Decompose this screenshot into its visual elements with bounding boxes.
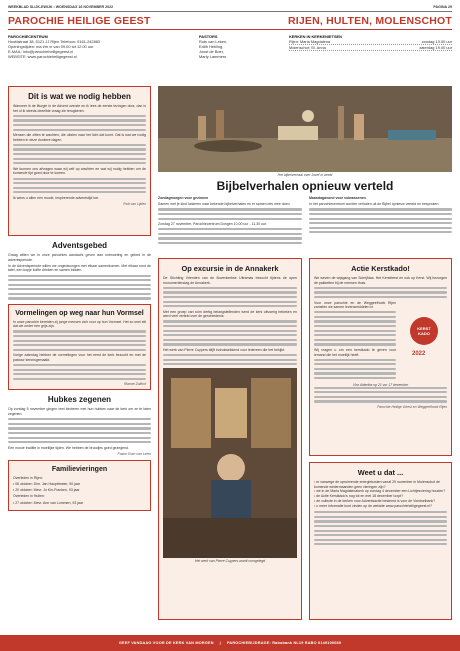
church-interior-image bbox=[163, 368, 297, 558]
pastors-title: PASTORS bbox=[199, 33, 218, 39]
parish-hours: Openingstijden: ma t/m vr van 09.00 tot 12.00 uur bbox=[8, 43, 94, 49]
parish-address: Hoofdstraat 38, 5121 JJ Rijen Telefoon: 0161-242883 bbox=[8, 38, 101, 44]
right-column bbox=[309, 258, 452, 620]
church-row bbox=[289, 45, 452, 51]
footer-bank: PAROCHIEBIJDRAGE: Rabobank NL19 RABO 0149100080 bbox=[226, 641, 342, 645]
hubkes-paragraph: Op zondag 5 november gingen veel kinderen met hun hubkes naar de kerk om ze te laten zegenen. bbox=[8, 407, 151, 416]
intro-box bbox=[8, 86, 151, 236]
bible-paragraph: Zondag 27 november, Parochiecentrum Dongen 10.00 uur - 11.30 uur. bbox=[158, 222, 267, 227]
intro-paragraph: Wanneer ik de liturgie in de Advent overzie en ik lees de eerste lezingen door, dan is het of ik steeds dezelfde vraag zie terugkeren. bbox=[13, 104, 146, 113]
intro-byline: Rob van Lijden bbox=[123, 202, 146, 207]
churches-list bbox=[283, 34, 452, 59]
vieringen-title: Familievieringen bbox=[51, 465, 108, 473]
bible-paragraph: Samen met je kind luisteren naar bekende bijbelverhalen en er samen iets mee doen. bbox=[158, 202, 291, 207]
footer-separator: | bbox=[219, 641, 221, 645]
top-info-line bbox=[8, 5, 452, 12]
parish-centre-title: PAROCHIECENTRUM bbox=[8, 33, 48, 39]
bible-photo-caption: Het bijbelverhaal over Jozef in beeld bbox=[277, 173, 333, 177]
kerstkado-caption: Vlnr Aldertha op 21 vor 17 december bbox=[352, 382, 409, 387]
intro-paragraph: Mensen die zitten te wachten, die uitzien naar het licht dat komt. Dat is wat we nodig hebben in deze donkere dagen. bbox=[13, 133, 146, 142]
weetu-item: • de collecte in de kerken voor Adventsactie bestemd is voor de Voedselbank? bbox=[314, 499, 447, 504]
footer-bar bbox=[0, 635, 460, 651]
excursie-box bbox=[158, 258, 302, 620]
vormelingen-box bbox=[8, 304, 151, 391]
kerstkado-byline: Parochie Heilige Geest en Weggeefhoek Rijen bbox=[377, 404, 447, 409]
vormelingen-title: Vormelingen op weg naar hun Vormsel bbox=[15, 309, 144, 317]
church-name: Rijen: Maria Magdalena bbox=[289, 38, 331, 44]
excursie-photo bbox=[163, 368, 297, 558]
hubkes-byline: Pastor Rutn van Lelen bbox=[117, 451, 151, 456]
church-time: zaterdag 19.00 uur bbox=[419, 44, 452, 50]
pastor-name: Edith Hebling, bbox=[199, 43, 224, 49]
church-time: zondag 10.00 uur bbox=[421, 38, 452, 44]
kerstkado-box bbox=[309, 258, 452, 456]
weetu-item: • we in de Maria Magdalenakerk op zondag 4 december een Lichtjesviering houden? bbox=[314, 489, 447, 494]
vieringen-line: Overleden in Rijen: bbox=[13, 475, 43, 480]
advent-paragraph: Graag willen we in onze parochies aandacht geven aan ontmoeting en gebed in de adventsperiode. bbox=[8, 253, 151, 262]
weetu-box bbox=[309, 462, 452, 620]
vieringen-box bbox=[8, 460, 151, 511]
middle-column bbox=[158, 258, 302, 620]
weetu-item: • er vanwege de opruimende energiekosten vanaf 29 november in Molenschot de komende wintermaanden geen vieringen zijn? bbox=[314, 480, 447, 489]
bible-scene-image bbox=[158, 86, 452, 172]
pastor-name: Joost de Boer, bbox=[199, 48, 224, 54]
kerstkado-badge-line1: KERST bbox=[417, 325, 431, 331]
kerstkado-title: Actie Kerstkado! bbox=[351, 264, 410, 273]
intro-paragraph: We kunnen ons afvragen waar wij zelf op wachten en wat wij nodig hebben om de komende tijd goed door te komen. bbox=[13, 166, 146, 176]
intro-title: Dit is wat we nodig hebben bbox=[28, 92, 131, 101]
vieringen-line: • 20 oktober: Mevr. Jo Kin-Franken, 93 jaar bbox=[13, 488, 80, 493]
page-number: PAGINA 29 bbox=[433, 5, 452, 9]
weetu-list bbox=[314, 480, 447, 508]
church-name: Molenschot: St. Anna bbox=[289, 44, 326, 50]
left-column bbox=[8, 86, 151, 511]
kerstkado-paragraph: Wij vragen u om een kerstkado te geven voor iemand die het moeilijk heeft. bbox=[314, 347, 396, 357]
excursie-paragraph: Het werk van Pierre Cuypers blijft indrukwekkend voor iedereen die het bekijkt. bbox=[163, 347, 285, 352]
parish-info bbox=[8, 34, 452, 59]
pastor-name: Marty Lammers bbox=[199, 53, 227, 59]
parish-contact bbox=[8, 34, 193, 59]
article-columns bbox=[8, 86, 452, 626]
region-names: RIJEN, HULTEN, MOLENSCHOT bbox=[287, 14, 452, 27]
vormelingen-byline: Rianne Zuithof bbox=[123, 382, 146, 387]
pastors-list bbox=[193, 34, 283, 59]
kerstkado-paragraph: Voor onze parochie en de Weggeefhoek Rijen zamelen we samen levensmiddelen in. bbox=[314, 300, 396, 310]
kerstkado-paragraph: We weven de wijsgang van Schrijfdas. Het Kerstfeest en ook op Kerst. Wij bezorgen de pakketten bij de mensen thuis. bbox=[314, 276, 447, 285]
weetu-item: • u meer informatie kunt vinden op de website www.parochieheiligegeest.nl? bbox=[314, 504, 447, 509]
bible-paragraph: Maandagavond voor volwassenen bbox=[309, 196, 366, 200]
excursie-paragraph: Met een groep van ruim dertig belangstellenden werd de kerk uitvoerig bekeken en werd veel verteld over de geschiedenis. bbox=[163, 309, 297, 319]
pastor-name: Ruts van Leken, bbox=[199, 38, 228, 44]
excursie-photo-caption: Het werk van Pierre Cuypers wordt voorgelegd bbox=[194, 559, 266, 564]
excursie-title: Op excursie in de Annakerk bbox=[181, 264, 279, 273]
bible-title: Bijbelverhalen opnieuw verteld bbox=[216, 179, 394, 193]
parish-email[interactable]: E-MAIL: info@parochieheiligegeest.nl bbox=[8, 48, 74, 54]
weetu-title: Weet u dat ... bbox=[357, 468, 404, 477]
bible-paragraph: In het parochiecentrum worden verhalen uit de Bijbel opnieuw verteld en besproken. bbox=[309, 202, 440, 207]
bible-photo bbox=[158, 86, 452, 172]
masthead bbox=[8, 15, 452, 30]
footer-slogan: GEEF VANDAAG VOOR DE KERK VAN MORGEN bbox=[118, 641, 214, 645]
hubkes-paragraph: Een mooie traditie in moeilijke tijden. We hebben de broodjes goed gezegend. bbox=[8, 445, 129, 450]
bible-paragraph: Zondagmorgen voor gezinnen bbox=[158, 196, 209, 200]
publication-date: WEEKBLAD SLIJK-EWIJK • WOENSDAG 16 NOVEMBER 2022 bbox=[8, 5, 114, 9]
parish-website[interactable]: WEBSITE: www.parochieheiligegeest.nl bbox=[8, 53, 77, 59]
vieringen-line: • 27 oktober: Mevr. Ann van Lommen, 93 jaar bbox=[13, 500, 84, 505]
churches-title: KERKEN IN KERKENIETSEN bbox=[289, 33, 342, 39]
bible-stories-article bbox=[158, 86, 452, 247]
advent-paragraph: In de Adventsperiode willen we ongedwongen met elkaar samenkomen. Met elkaar rond de tafel, een kopje koffie drinken en samen bidden. bbox=[8, 263, 151, 273]
advent-title: Adventsgebed bbox=[51, 241, 108, 250]
weetu-item: • de Actie Kerstkado's nog tot en met 18 december loopt? bbox=[314, 494, 447, 499]
vieringen-line: Overleden in Hulten: bbox=[13, 494, 45, 499]
vormelingen-paragraph: In onze parochie bereiden zij jonge mensen zich voor op hun Vormsel. Het zo snel stil dat we onder hen grijs zijn. bbox=[13, 319, 146, 329]
hubkes-title: Hubkes zegenen bbox=[47, 395, 112, 405]
vormelingen-paragraph: Vorige zaterdag hebben de vormelingen voor het eerst de kerk bezocht en met de pastoor kennisgemaakt. bbox=[13, 353, 146, 362]
kerstkado-year: 2022 bbox=[412, 350, 426, 357]
excursie-paragraph: De Stichting Vrienden van de Bovenkerkse Ultramas bezocht tijdens de open monumentendag de Annakerk. bbox=[163, 276, 297, 285]
parish-name: PAROCHIE HEILIGE GEEST bbox=[8, 14, 151, 27]
intro-paragraph: Ik wens u allen een mooie, inspirerende adventstijd toe. bbox=[13, 195, 100, 200]
vieringen-line: • 06 oktober: Dim. Jan Haupttmeier, 90 jaar bbox=[13, 482, 80, 487]
kerstkado-badge-line2: KADO bbox=[418, 330, 430, 336]
kerstkado-badge bbox=[410, 317, 438, 345]
